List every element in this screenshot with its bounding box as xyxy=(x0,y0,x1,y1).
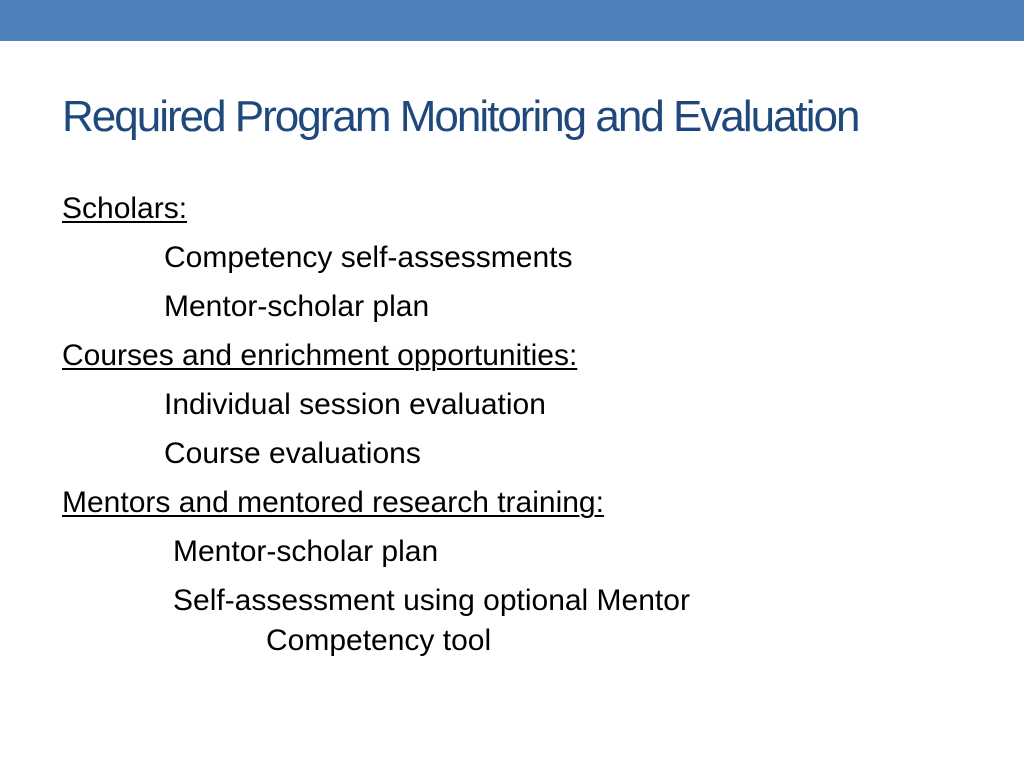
list-item: Competency self-assessments xyxy=(164,241,573,274)
section-heading-courses: Courses and enrichment opportunities: xyxy=(62,339,578,372)
top-accent-bar xyxy=(0,0,1024,41)
slide-title: Required Program Monitoring and Evaluation xyxy=(62,92,859,141)
list-item: Individual session evaluation xyxy=(164,388,546,421)
list-item: Mentor-scholar plan xyxy=(164,290,430,323)
list-item: Course evaluations xyxy=(164,437,421,470)
list-item: Self-assessment using optional Mentor xyxy=(173,584,690,617)
list-item: Mentor-scholar plan xyxy=(173,535,439,568)
list-item-continuation: Competency tool xyxy=(266,624,492,657)
section-heading-mentors: Mentors and mentored research training: xyxy=(62,486,604,519)
section-heading-scholars: Scholars: xyxy=(62,192,188,225)
slide-body xyxy=(62,184,962,661)
